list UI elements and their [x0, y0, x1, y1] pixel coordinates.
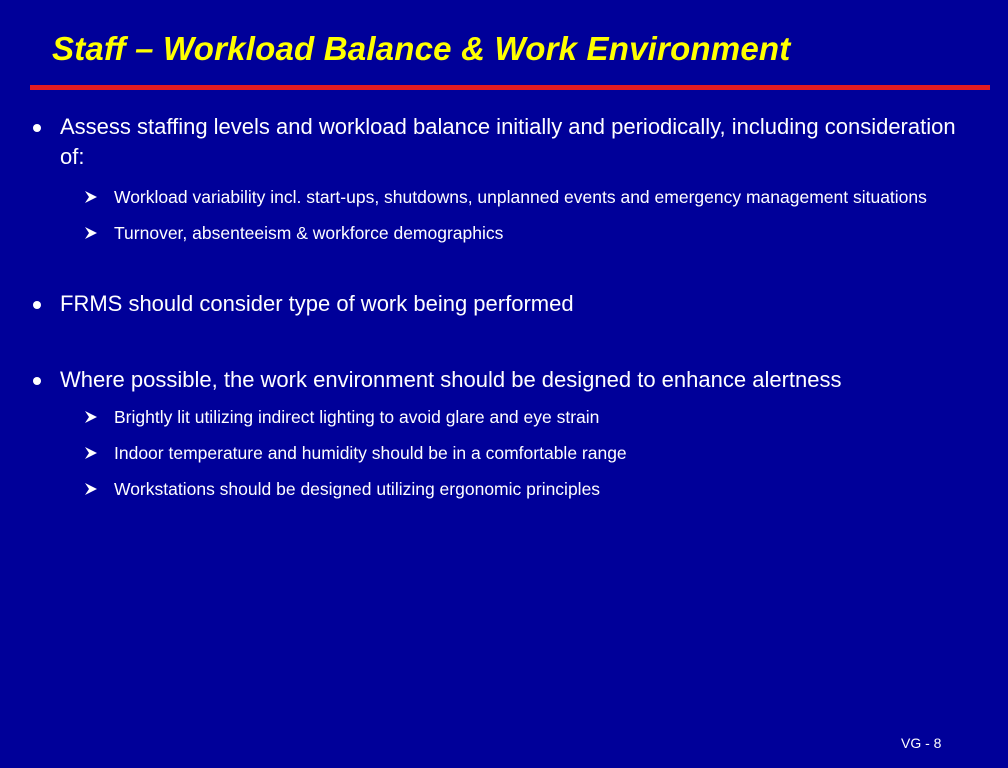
slide-body — [30, 112, 960, 503]
sub-bullet-item — [30, 183, 960, 211]
arrow-bullet-icon — [84, 190, 98, 204]
sub-bullet-text: Turnover, absenteeism & workforce demographics — [114, 223, 504, 243]
sub-bullet-item — [30, 439, 960, 467]
round-bullet-icon — [33, 377, 41, 385]
bullet-item — [30, 365, 960, 395]
sub-bullet-item — [30, 403, 960, 431]
bullet-item — [30, 289, 960, 319]
slide-title: Staff – Workload Balance & Work Environment — [52, 30, 791, 67]
sub-bullet-item — [30, 219, 960, 247]
round-bullet-icon — [33, 301, 41, 309]
slide-number: VG - 8 — [901, 735, 942, 751]
arrow-bullet-icon — [84, 446, 98, 460]
bullet-item — [30, 112, 960, 172]
bullet-text: Assess staffing levels and workload balance initially and periodically, including consideration of: — [60, 114, 956, 169]
title-underline — [30, 85, 990, 90]
sub-bullet-text: Workload variability incl. start-ups, shutdowns, unplanned events and emergency management situations — [114, 187, 927, 207]
bullet-text: Where possible, the work environment should be designed to enhance alertness — [60, 367, 842, 392]
sub-bullet-text: Brightly lit utilizing indirect lighting to avoid glare and eye strain — [114, 407, 600, 427]
sub-bullet-text: Workstations should be designed utilizing ergonomic principles — [114, 479, 601, 499]
arrow-bullet-icon — [84, 410, 98, 424]
bullet-text: FRMS should consider type of work being performed — [60, 291, 574, 316]
arrow-bullet-icon — [84, 226, 98, 240]
sub-bullet-text: Indoor temperature and humidity should be in a comfortable range — [114, 443, 627, 463]
arrow-bullet-icon — [84, 482, 98, 496]
round-bullet-icon — [33, 124, 41, 132]
sub-bullet-item — [30, 475, 960, 503]
